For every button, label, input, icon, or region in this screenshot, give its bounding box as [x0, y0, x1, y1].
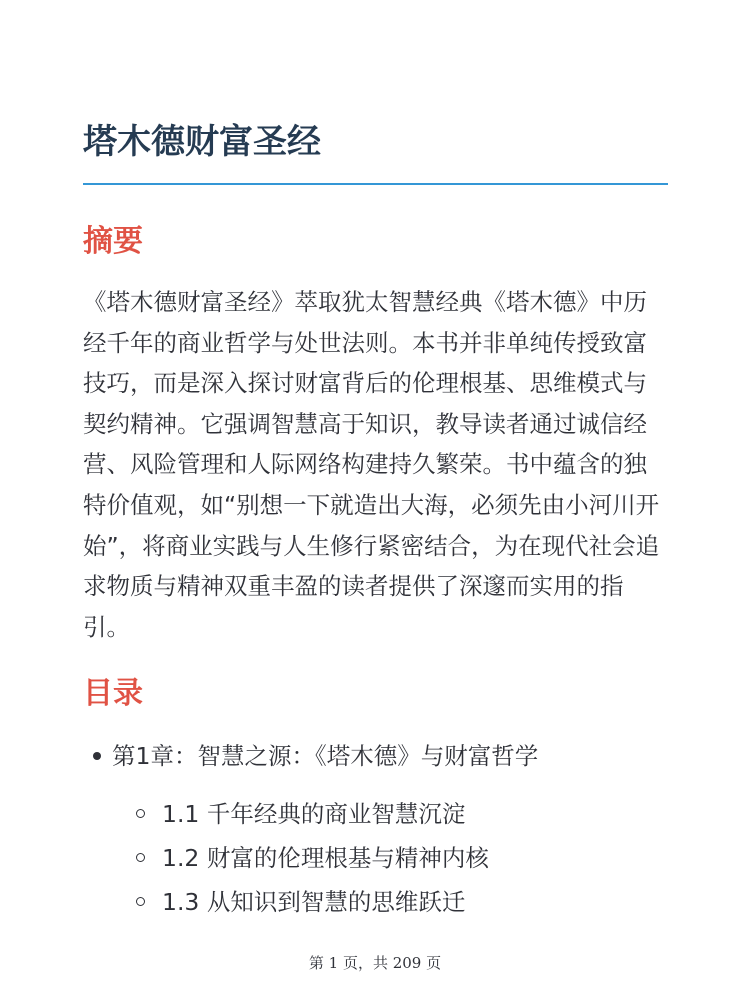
toc-chapter-1[interactable]	[112, 738, 538, 774]
bullet-circle-icon	[136, 853, 145, 862]
toc-section-label: 1.3 从知识到智慧的思维跃迁	[162, 888, 466, 916]
toc-section-1-3[interactable]	[162, 884, 465, 920]
toc-heading: 目录	[83, 676, 143, 711]
toc-chapter-label: 第1章：智慧之源：《塔木德》与财富哲学	[112, 742, 539, 770]
bullet-circle-icon	[136, 809, 145, 818]
toc-section-1-2[interactable]	[162, 840, 489, 876]
bullet-disc-icon	[93, 752, 101, 760]
toc-section-label: 1.2 财富的伦理根基与精神内核	[162, 844, 489, 872]
toc-section-label: 1.1 千年经典的商业智慧沉淀	[162, 800, 466, 828]
bullet-circle-icon	[136, 897, 145, 906]
toc-section-1-1[interactable]	[162, 796, 465, 832]
book-title: 塔木德财富圣经	[83, 122, 321, 162]
abstract-paragraph: 《塔木德财富圣经》萃取犹太智慧经典《塔木德》中历经千年的商业哲学与处世法则。本书并非单纯传授致富技巧，而是深入探讨财富背后的伦理根基、思维模式与契约精神。它强调智慧高于知识，教导读者通过诚信经营、风险管理和人际网络构建持久繁荣。书中蕴含的独特价值观，如“别想一下就造出大海，必须先由小河川开始”，将商业实践与人生修行紧密结合，为在现代社会追求物质与精神双重丰盈的读者提供了深邃而实用的指引。	[83, 288, 660, 641]
title-divider	[83, 183, 668, 185]
page-number-footer: 第 1 页，共 209 页	[308, 954, 442, 972]
abstract-heading: 摘要	[83, 224, 143, 259]
